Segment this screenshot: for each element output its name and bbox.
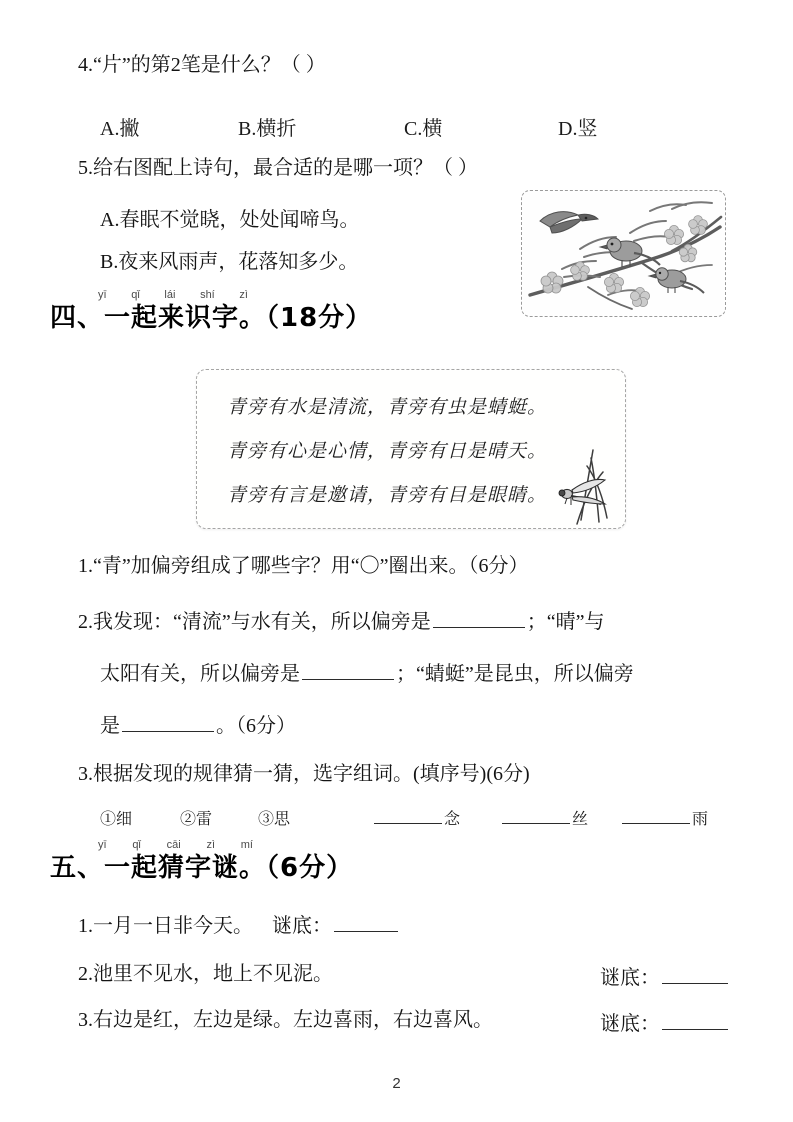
- blank-shui-pianpang[interactable]: [433, 608, 525, 628]
- bird-blossom-illustration: [521, 190, 726, 317]
- bird-perched-right: [649, 268, 704, 293]
- section-4-item-1: 1.“青”加偏旁组成了哪些字？用“〇”圈出来。（6分）: [78, 555, 529, 577]
- riddle-1-answer-label: 谜底：: [272, 915, 332, 937]
- blank-chong-pianpang[interactable]: [122, 712, 214, 732]
- poem-line-3: 青旁有言是邀请，青旁有目是眼睛。: [227, 485, 548, 506]
- section-4-heading-text: 四、一起来识字。（18分）: [50, 303, 373, 333]
- blank-answer-3[interactable]: [622, 808, 690, 824]
- riddle-2-text-row: [78, 964, 333, 984]
- answer-slot-2[interactable]: [500, 806, 588, 829]
- section-5-pinyin: [98, 840, 253, 851]
- blank-answer-1[interactable]: [374, 808, 442, 824]
- question-4-text: 4.“片”的第2笔是什么？（ ）: [78, 54, 326, 76]
- choice-2[interactable]: ②雷: [180, 811, 213, 828]
- question-4-option-a[interactable]: A.撇: [100, 118, 140, 140]
- section-4-item-3-answer-row: [0, 806, 793, 834]
- bird-flying: [540, 212, 598, 233]
- section-4-pinyin: [98, 290, 248, 301]
- choice-3[interactable]: ③思: [258, 811, 291, 828]
- section-4-item-2-text-a: 2.我发现：“清流”与水有关，所以偏旁是: [78, 611, 431, 633]
- bird-blossom-svg: [522, 191, 725, 316]
- section-4-pinyin-4: zì: [239, 289, 248, 301]
- poem-line-2: 青旁有心是心情，青旁有日是晴天。: [227, 441, 548, 462]
- answer-slot-1[interactable]: [372, 806, 460, 829]
- section-5-pinyin-2: cāi: [166, 839, 181, 851]
- section-4-item-2-text-f: 。（6分）: [216, 715, 296, 737]
- page-number: 2: [392, 1075, 401, 1092]
- section-4-heading: [50, 305, 372, 331]
- section-4-item-2-line-2: [100, 660, 634, 684]
- section-4-item-2-text-d: ；“蜻蜓”是昆虫，所以偏旁: [396, 663, 634, 685]
- riddle-3-text: 3.右边是红，左边是绿。左边喜雨，右边喜风。: [78, 1009, 493, 1031]
- dragonfly-reed-illustration: [537, 446, 623, 526]
- section-4-item-2-line-3: [100, 712, 296, 736]
- blank-riddle-2[interactable]: [662, 964, 728, 984]
- blank-answer-2[interactable]: [502, 808, 570, 824]
- blank-riddle-3[interactable]: [662, 1010, 728, 1030]
- section-4-pinyin-0: yī: [98, 289, 107, 301]
- section-5-pinyin-1: qǐ: [132, 839, 141, 851]
- riddle-1-text: 1.一月一日非今天。: [78, 915, 253, 937]
- section-4-item-2-text-e: 是: [100, 715, 120, 737]
- riddle-3-answer-row: [600, 1010, 730, 1034]
- poem-line-1: 青旁有水是清流，青旁有虫是蜻蜓。: [227, 397, 548, 418]
- section-5-pinyin-4: mí: [240, 839, 253, 851]
- answer-slot-3[interactable]: [620, 806, 708, 829]
- section-5-heading-text: 五、一起猜字谜。（6分）: [50, 853, 354, 883]
- answer-word-2: 丝: [572, 811, 589, 828]
- section-4-pinyin-2: lái: [164, 289, 176, 301]
- section-4-item-2-text-b: ；“晴”与: [526, 611, 605, 633]
- section-4-item-3: 3.根据发现的规律猜一猜，选字组词。(填序号)(6分): [78, 763, 530, 785]
- riddle-1: [78, 912, 400, 936]
- riddle-3-answer-label: 谜底：: [600, 1013, 660, 1035]
- question-5-option-b[interactable]: B.夜来风雨声，花落知多少。: [100, 251, 359, 273]
- section-4-item-2-line-1: [78, 608, 605, 632]
- riddle-2-answer-label: 谜底：: [600, 967, 660, 989]
- question-4-option-c[interactable]: C.横: [404, 118, 443, 140]
- section-5-pinyin-3: zì: [206, 839, 215, 851]
- section-5-heading: [50, 855, 353, 881]
- riddle-2-text: 2.池里不见水，地上不见泥。: [78, 963, 333, 985]
- answer-word-1: 念: [444, 811, 461, 828]
- riddle-2-answer-row: [600, 964, 730, 988]
- choice-1[interactable]: ①细: [100, 811, 133, 828]
- answer-word-3: 雨: [692, 811, 709, 828]
- section-5-pinyin-0: yī: [98, 839, 107, 851]
- section-4-pinyin-3: shí: [200, 289, 215, 301]
- question-4-option-d[interactable]: D.竖: [558, 118, 598, 140]
- question-5-option-a[interactable]: A.春眠不觉晓，处处闻啼鸟。: [100, 209, 360, 231]
- question-4-option-b[interactable]: B.横折: [238, 118, 297, 140]
- blank-riddle-1[interactable]: [334, 912, 398, 932]
- riddle-3-text-row: [78, 1010, 493, 1030]
- section-4-item-2-text-c: 太阳有关，所以偏旁是: [100, 663, 300, 685]
- qing-poem-box: [196, 369, 626, 529]
- section-4-pinyin-1: qǐ: [131, 289, 140, 301]
- question-5-text: 5.给右图配上诗句，最合适的是哪一项？（ ）: [78, 157, 478, 179]
- dragonfly: [559, 479, 605, 505]
- blank-ri-pianpang[interactable]: [302, 660, 394, 680]
